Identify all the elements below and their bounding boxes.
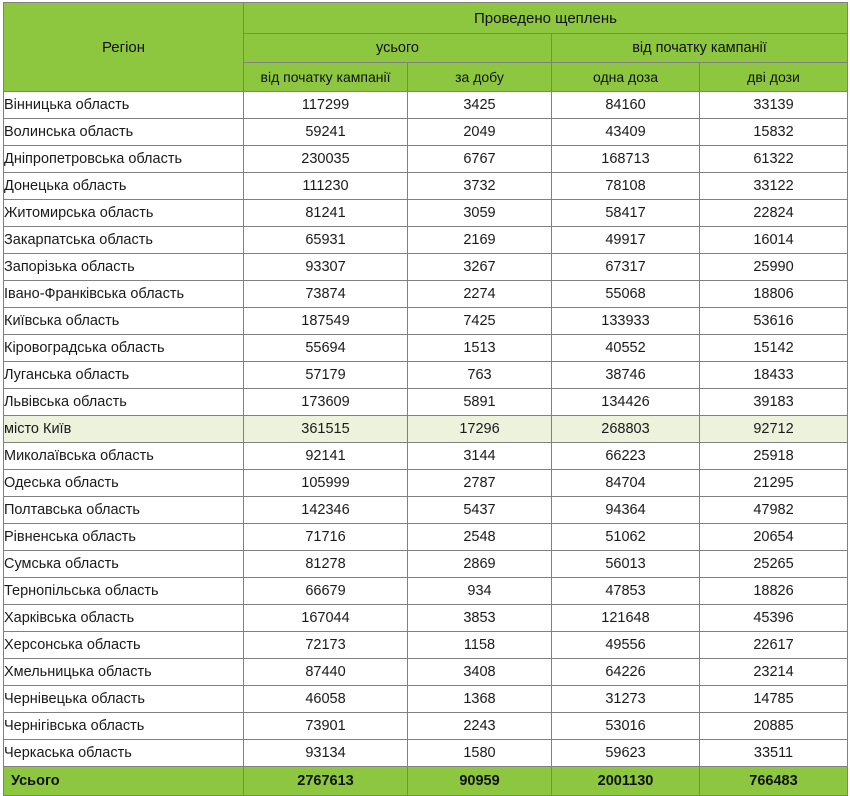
- cell-region: Житомирська область: [4, 200, 244, 227]
- cell-one-dose: 53016: [552, 713, 700, 740]
- table-row: [4, 686, 848, 713]
- cell-region: Чернівецька область: [4, 686, 244, 713]
- table-row: [4, 389, 848, 416]
- cell-two-doses: 47982: [700, 497, 848, 524]
- table-body: [4, 92, 848, 767]
- cell-one-dose: 47853: [552, 578, 700, 605]
- cell-two-doses: 23214: [700, 659, 848, 686]
- cell-per-day: 3853: [408, 605, 552, 632]
- cell-total-since-start: 111230: [244, 173, 408, 200]
- column-header-region: Регіон: [4, 3, 244, 92]
- total-row-two-doses: 766483: [700, 767, 848, 796]
- cell-region: Хмельницька область: [4, 659, 244, 686]
- table-row: [4, 578, 848, 605]
- table-row: [4, 308, 848, 335]
- cell-per-day: 763: [408, 362, 552, 389]
- total-row-label: Усього: [4, 767, 244, 796]
- cell-one-dose: 56013: [552, 551, 700, 578]
- cell-per-day: 5891: [408, 389, 552, 416]
- cell-two-doses: 39183: [700, 389, 848, 416]
- cell-two-doses: 92712: [700, 416, 848, 443]
- table-row: [4, 254, 848, 281]
- cell-one-dose: 64226: [552, 659, 700, 686]
- cell-total-since-start: 57179: [244, 362, 408, 389]
- cell-one-dose: 55068: [552, 281, 700, 308]
- cell-two-doses: 45396: [700, 605, 848, 632]
- cell-one-dose: 134426: [552, 389, 700, 416]
- cell-per-day: 2869: [408, 551, 552, 578]
- total-row-per-day: 90959: [408, 767, 552, 796]
- cell-total-since-start: 65931: [244, 227, 408, 254]
- table-row: [4, 173, 848, 200]
- column-header-group-vaccinations: Проведено щеплень: [244, 3, 848, 34]
- cell-per-day: 3425: [408, 92, 552, 119]
- cell-total-since-start: 167044: [244, 605, 408, 632]
- cell-region: Вінницька область: [4, 92, 244, 119]
- cell-total-since-start: 93134: [244, 740, 408, 767]
- cell-two-doses: 18826: [700, 578, 848, 605]
- cell-total-since-start: 361515: [244, 416, 408, 443]
- cell-total-since-start: 73901: [244, 713, 408, 740]
- cell-region: Запорізька область: [4, 254, 244, 281]
- cell-two-doses: 15142: [700, 335, 848, 362]
- cell-two-doses: 22617: [700, 632, 848, 659]
- cell-one-dose: 66223: [552, 443, 700, 470]
- cell-per-day: 934: [408, 578, 552, 605]
- cell-region: Тернопільська область: [4, 578, 244, 605]
- cell-two-doses: 25990: [700, 254, 848, 281]
- cell-total-since-start: 59241: [244, 119, 408, 146]
- table-row: [4, 443, 848, 470]
- cell-two-doses: 16014: [700, 227, 848, 254]
- cell-per-day: 2548: [408, 524, 552, 551]
- cell-region: Полтавська область: [4, 497, 244, 524]
- cell-two-doses: 15832: [700, 119, 848, 146]
- cell-region: Одеська область: [4, 470, 244, 497]
- cell-region: Дніпропетровська область: [4, 146, 244, 173]
- table-row: [4, 740, 848, 767]
- cell-total-since-start: 46058: [244, 686, 408, 713]
- cell-total-since-start: 142346: [244, 497, 408, 524]
- cell-two-doses: 21295: [700, 470, 848, 497]
- cell-one-dose: 43409: [552, 119, 700, 146]
- cell-total-since-start: 71716: [244, 524, 408, 551]
- cell-total-since-start: 81241: [244, 200, 408, 227]
- cell-total-since-start: 230035: [244, 146, 408, 173]
- cell-total-since-start: 187549: [244, 308, 408, 335]
- table-row: [4, 659, 848, 686]
- cell-region: місто Київ: [4, 416, 244, 443]
- cell-region: Чернігівська область: [4, 713, 244, 740]
- cell-two-doses: 22824: [700, 200, 848, 227]
- cell-per-day: 6767: [408, 146, 552, 173]
- cell-two-doses: 20885: [700, 713, 848, 740]
- cell-total-since-start: 117299: [244, 92, 408, 119]
- cell-per-day: 2243: [408, 713, 552, 740]
- cell-total-since-start: 93307: [244, 254, 408, 281]
- cell-region: Кіровоградська область: [4, 335, 244, 362]
- table-row: [4, 281, 848, 308]
- table-row: [4, 497, 848, 524]
- cell-region: Миколаївська область: [4, 443, 244, 470]
- header-row-top: [4, 3, 848, 34]
- cell-per-day: 2787: [408, 470, 552, 497]
- cell-one-dose: 49917: [552, 227, 700, 254]
- cell-total-since-start: 55694: [244, 335, 408, 362]
- cell-per-day: 2274: [408, 281, 552, 308]
- total-row: [4, 767, 848, 796]
- column-header-two-doses: дві дози: [700, 63, 848, 92]
- cell-per-day: 2049: [408, 119, 552, 146]
- column-header-group-total: усього: [244, 34, 552, 63]
- table-row: [4, 470, 848, 497]
- total-row-total-since-start: 2767613: [244, 767, 408, 796]
- cell-one-dose: 40552: [552, 335, 700, 362]
- column-header-total-since-start: від початку кампанії: [244, 63, 408, 92]
- cell-two-doses: 25918: [700, 443, 848, 470]
- table-row: [4, 335, 848, 362]
- cell-region: Івано-Франківська область: [4, 281, 244, 308]
- cell-total-since-start: 66679: [244, 578, 408, 605]
- cell-region: Київська область: [4, 308, 244, 335]
- cell-total-since-start: 72173: [244, 632, 408, 659]
- vaccination-table: [3, 2, 848, 796]
- cell-per-day: 7425: [408, 308, 552, 335]
- cell-two-doses: 18433: [700, 362, 848, 389]
- cell-region: Рівненська область: [4, 524, 244, 551]
- table-row: [4, 524, 848, 551]
- table-row: [4, 713, 848, 740]
- cell-per-day: 3408: [408, 659, 552, 686]
- cell-one-dose: 133933: [552, 308, 700, 335]
- table-row: [4, 605, 848, 632]
- cell-one-dose: 94364: [552, 497, 700, 524]
- cell-per-day: 2169: [408, 227, 552, 254]
- cell-one-dose: 51062: [552, 524, 700, 551]
- table-footer: [4, 767, 848, 796]
- cell-one-dose: 268803: [552, 416, 700, 443]
- cell-total-since-start: 87440: [244, 659, 408, 686]
- cell-region: Львівська область: [4, 389, 244, 416]
- cell-one-dose: 58417: [552, 200, 700, 227]
- column-header-per-day: за добу: [408, 63, 552, 92]
- cell-region: Донецька область: [4, 173, 244, 200]
- cell-per-day: 3059: [408, 200, 552, 227]
- cell-one-dose: 84160: [552, 92, 700, 119]
- table-row: [4, 146, 848, 173]
- cell-region: Закарпатська область: [4, 227, 244, 254]
- cell-per-day: 3267: [408, 254, 552, 281]
- cell-two-doses: 33122: [700, 173, 848, 200]
- table-row: [4, 632, 848, 659]
- cell-total-since-start: 92141: [244, 443, 408, 470]
- cell-total-since-start: 105999: [244, 470, 408, 497]
- cell-one-dose: 168713: [552, 146, 700, 173]
- cell-per-day: 1158: [408, 632, 552, 659]
- cell-per-day: 3144: [408, 443, 552, 470]
- total-row-one-dose: 2001130: [552, 767, 700, 796]
- cell-one-dose: 67317: [552, 254, 700, 281]
- cell-total-since-start: 73874: [244, 281, 408, 308]
- cell-one-dose: 31273: [552, 686, 700, 713]
- cell-two-doses: 20654: [700, 524, 848, 551]
- cell-per-day: 5437: [408, 497, 552, 524]
- table-row: [4, 416, 848, 443]
- cell-one-dose: 78108: [552, 173, 700, 200]
- cell-two-doses: 18806: [700, 281, 848, 308]
- table-row: [4, 551, 848, 578]
- cell-per-day: 3732: [408, 173, 552, 200]
- table-row: [4, 92, 848, 119]
- table-row: [4, 227, 848, 254]
- cell-region: Херсонська область: [4, 632, 244, 659]
- table-row: [4, 200, 848, 227]
- cell-per-day: 1368: [408, 686, 552, 713]
- cell-region: Сумська область: [4, 551, 244, 578]
- cell-one-dose: 59623: [552, 740, 700, 767]
- cell-two-doses: 53616: [700, 308, 848, 335]
- cell-total-since-start: 81278: [244, 551, 408, 578]
- cell-region: Волинська область: [4, 119, 244, 146]
- cell-two-doses: 14785: [700, 686, 848, 713]
- cell-per-day: 1580: [408, 740, 552, 767]
- cell-region: Черкаська область: [4, 740, 244, 767]
- cell-region: Харківська область: [4, 605, 244, 632]
- cell-per-day: 1513: [408, 335, 552, 362]
- cell-total-since-start: 173609: [244, 389, 408, 416]
- table-row: [4, 119, 848, 146]
- column-header-group-since-campaign-start: від початку кампанії: [552, 34, 848, 63]
- column-header-one-dose: одна доза: [552, 63, 700, 92]
- table-row: [4, 362, 848, 389]
- cell-one-dose: 121648: [552, 605, 700, 632]
- table-header: [4, 3, 848, 92]
- cell-two-doses: 25265: [700, 551, 848, 578]
- cell-two-doses: 33139: [700, 92, 848, 119]
- cell-one-dose: 84704: [552, 470, 700, 497]
- cell-two-doses: 33511: [700, 740, 848, 767]
- cell-one-dose: 38746: [552, 362, 700, 389]
- cell-one-dose: 49556: [552, 632, 700, 659]
- cell-per-day: 17296: [408, 416, 552, 443]
- cell-two-doses: 61322: [700, 146, 848, 173]
- cell-region: Луганська область: [4, 362, 244, 389]
